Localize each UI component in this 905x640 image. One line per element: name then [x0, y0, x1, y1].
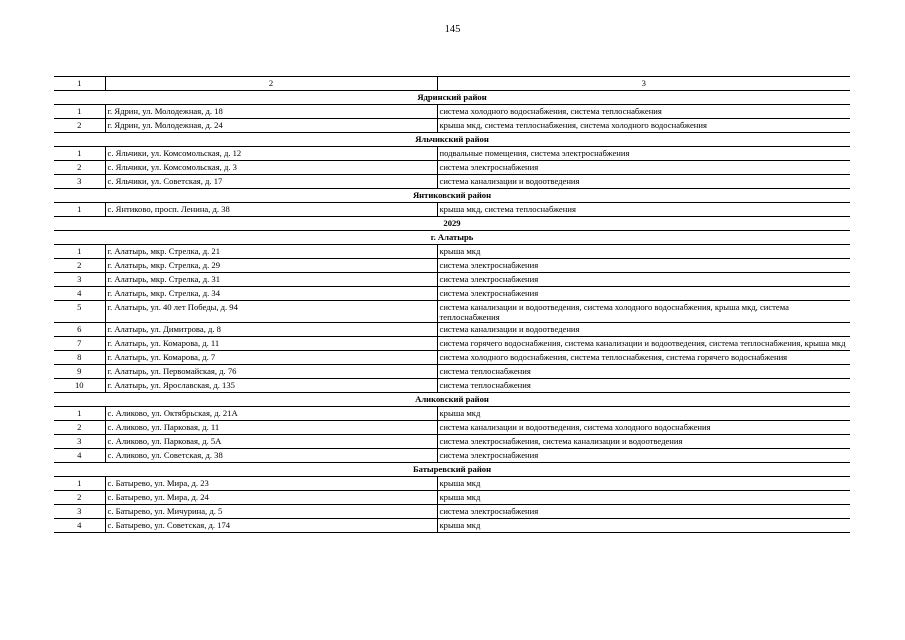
row-number: 2 — [54, 491, 105, 505]
work-types: система электроснабжения — [437, 287, 850, 301]
row-number: 2 — [54, 259, 105, 273]
table-row — [54, 407, 850, 421]
building-address: с. Яльчики, ул. Советская, д. 17 — [105, 175, 437, 189]
building-address: с. Аликово, ул. Октябрьская, д. 21А — [105, 407, 437, 421]
building-address: с. Яльчики, ул. Комсомольская, д. 12 — [105, 147, 437, 161]
building-address: г. Алатырь, ул. Ярославская, д. 135 — [105, 379, 437, 393]
column-number-1: 1 — [54, 77, 105, 91]
table-row — [54, 105, 850, 119]
section-title: г. Алатырь — [54, 231, 850, 245]
column-number-2: 2 — [105, 77, 437, 91]
row-number: 3 — [54, 273, 105, 287]
row-number: 1 — [54, 245, 105, 259]
work-types: крыша мкд — [437, 519, 850, 533]
section-heading-row — [54, 91, 850, 105]
building-address: с. Батырево, ул. Советская, д. 174 — [105, 519, 437, 533]
work-types: система теплоснабжения — [437, 365, 850, 379]
row-number: 6 — [54, 323, 105, 337]
section-title: Яльчикский район — [54, 133, 850, 147]
table-row — [54, 301, 850, 323]
section-heading-row — [54, 133, 850, 147]
table-body — [54, 77, 850, 533]
building-address: г. Алатырь, ул. Комарова, д. 7 — [105, 351, 437, 365]
repair-schedule-table — [54, 76, 850, 533]
table-row — [54, 505, 850, 519]
row-number: 1 — [54, 203, 105, 217]
row-number: 8 — [54, 351, 105, 365]
building-address: г. Ядрин, ул. Молодежная, д. 24 — [105, 119, 437, 133]
building-address: г. Алатырь, мкр. Стрелка, д. 31 — [105, 273, 437, 287]
table-row — [54, 435, 850, 449]
row-number: 4 — [54, 449, 105, 463]
table-row — [54, 175, 850, 189]
building-address: г. Алатырь, ул. Первомайская, д. 76 — [105, 365, 437, 379]
row-number: 1 — [54, 147, 105, 161]
table-row — [54, 421, 850, 435]
table-row — [54, 477, 850, 491]
table-row — [54, 259, 850, 273]
section-heading-row — [54, 463, 850, 477]
work-types: крыша мкд — [437, 407, 850, 421]
building-address: с. Аликово, ул. Парковая, д. 11 — [105, 421, 437, 435]
work-types: система холодного водоснабжения, система теплоснабжения, система горячего водоснабжения — [437, 351, 850, 365]
work-types: крыша мкд — [437, 491, 850, 505]
section-title: Ядринский район — [54, 91, 850, 105]
row-number: 7 — [54, 337, 105, 351]
section-title: Аликовский район — [54, 393, 850, 407]
building-address: г. Ядрин, ул. Молодежная, д. 18 — [105, 105, 437, 119]
building-address: с. Янтиково, просп. Ленина, д. 38 — [105, 203, 437, 217]
table-row — [54, 323, 850, 337]
row-number: 5 — [54, 301, 105, 323]
page-number: 145 — [444, 24, 461, 35]
column-number-row — [54, 77, 850, 91]
table-row — [54, 119, 850, 133]
building-address: с. Батырево, ул. Мичурина, д. 5 — [105, 505, 437, 519]
building-address: с. Аликово, ул. Советская, д. 38 — [105, 449, 437, 463]
work-types: система канализации и водоотведения — [437, 175, 850, 189]
section-title: Батыревский район — [54, 463, 850, 477]
section-heading-row — [54, 393, 850, 407]
work-types: система электроснабжения — [437, 505, 850, 519]
table-row — [54, 337, 850, 351]
row-number: 3 — [54, 435, 105, 449]
work-types: система горячего водоснабжения, система канализации и водоотведения, система теплоснабжения, крыша мкд — [437, 337, 850, 351]
work-types: система канализации и водоотведения, система холодного водоснабжения, крыша мкд, система теплоснабжения — [437, 301, 850, 323]
row-number: 2 — [54, 421, 105, 435]
work-types: система канализации и водоотведения, система холодного водоснабжения — [437, 421, 850, 435]
column-number-3: 3 — [437, 77, 850, 91]
table-row — [54, 519, 850, 533]
table-row — [54, 379, 850, 393]
row-number: 1 — [54, 407, 105, 421]
row-number: 1 — [54, 105, 105, 119]
work-types: система электроснабжения — [437, 161, 850, 175]
table-row — [54, 147, 850, 161]
building-address: г. Алатырь, ул. Комарова, д. 11 — [105, 337, 437, 351]
building-address: г. Алатырь, мкр. Стрелка, д. 21 — [105, 245, 437, 259]
work-types: система теплоснабжения — [437, 379, 850, 393]
row-number: 2 — [54, 161, 105, 175]
row-number: 4 — [54, 287, 105, 301]
table-row — [54, 203, 850, 217]
work-types: крыша мкд — [437, 245, 850, 259]
table-row — [54, 351, 850, 365]
building-address: г. Алатырь, ул. Димитрова, д. 8 — [105, 323, 437, 337]
work-types: подвальные помещения, система электроснабжения — [437, 147, 850, 161]
work-types: система электроснабжения — [437, 273, 850, 287]
row-number: 2 — [54, 119, 105, 133]
work-types: крыша мкд — [437, 477, 850, 491]
row-number: 3 — [54, 175, 105, 189]
section-heading-row — [54, 189, 850, 203]
building-address: г. Алатырь, ул. 40 лет Победы, д. 94 — [105, 301, 437, 323]
work-types: система электроснабжения, система канализации и водоотведения — [437, 435, 850, 449]
section-title: 2029 — [54, 217, 850, 231]
work-types: система электроснабжения — [437, 449, 850, 463]
section-heading-row — [54, 217, 850, 231]
work-types: крыша мкд, система теплоснабжения — [437, 203, 850, 217]
row-number: 3 — [54, 505, 105, 519]
row-number: 1 — [54, 477, 105, 491]
building-address: с. Батырево, ул. Мира, д. 23 — [105, 477, 437, 491]
section-heading-row — [54, 231, 850, 245]
section-title: Янтиковский район — [54, 189, 850, 203]
table-row — [54, 287, 850, 301]
building-address: г. Алатырь, мкр. Стрелка, д. 29 — [105, 259, 437, 273]
building-address: с. Яльчики, ул. Комсомольская, д. 3 — [105, 161, 437, 175]
table-row — [54, 449, 850, 463]
work-types: крыша мкд, система теплоснабжения, система холодного водоснабжения — [437, 119, 850, 133]
row-number: 10 — [54, 379, 105, 393]
work-types: система холодного водоснабжения, система теплоснабжения — [437, 105, 850, 119]
table-row — [54, 245, 850, 259]
building-address: г. Алатырь, мкр. Стрелка, д. 34 — [105, 287, 437, 301]
row-number: 9 — [54, 365, 105, 379]
table-row — [54, 273, 850, 287]
table-row — [54, 365, 850, 379]
row-number: 4 — [54, 519, 105, 533]
table-row — [54, 161, 850, 175]
building-address: с. Батырево, ул. Мира, д. 24 — [105, 491, 437, 505]
work-types: система электроснабжения — [437, 259, 850, 273]
table-row — [54, 491, 850, 505]
building-address: с. Аликово, ул. Парковая, д. 5А — [105, 435, 437, 449]
work-types: система канализации и водоотведения — [437, 323, 850, 337]
